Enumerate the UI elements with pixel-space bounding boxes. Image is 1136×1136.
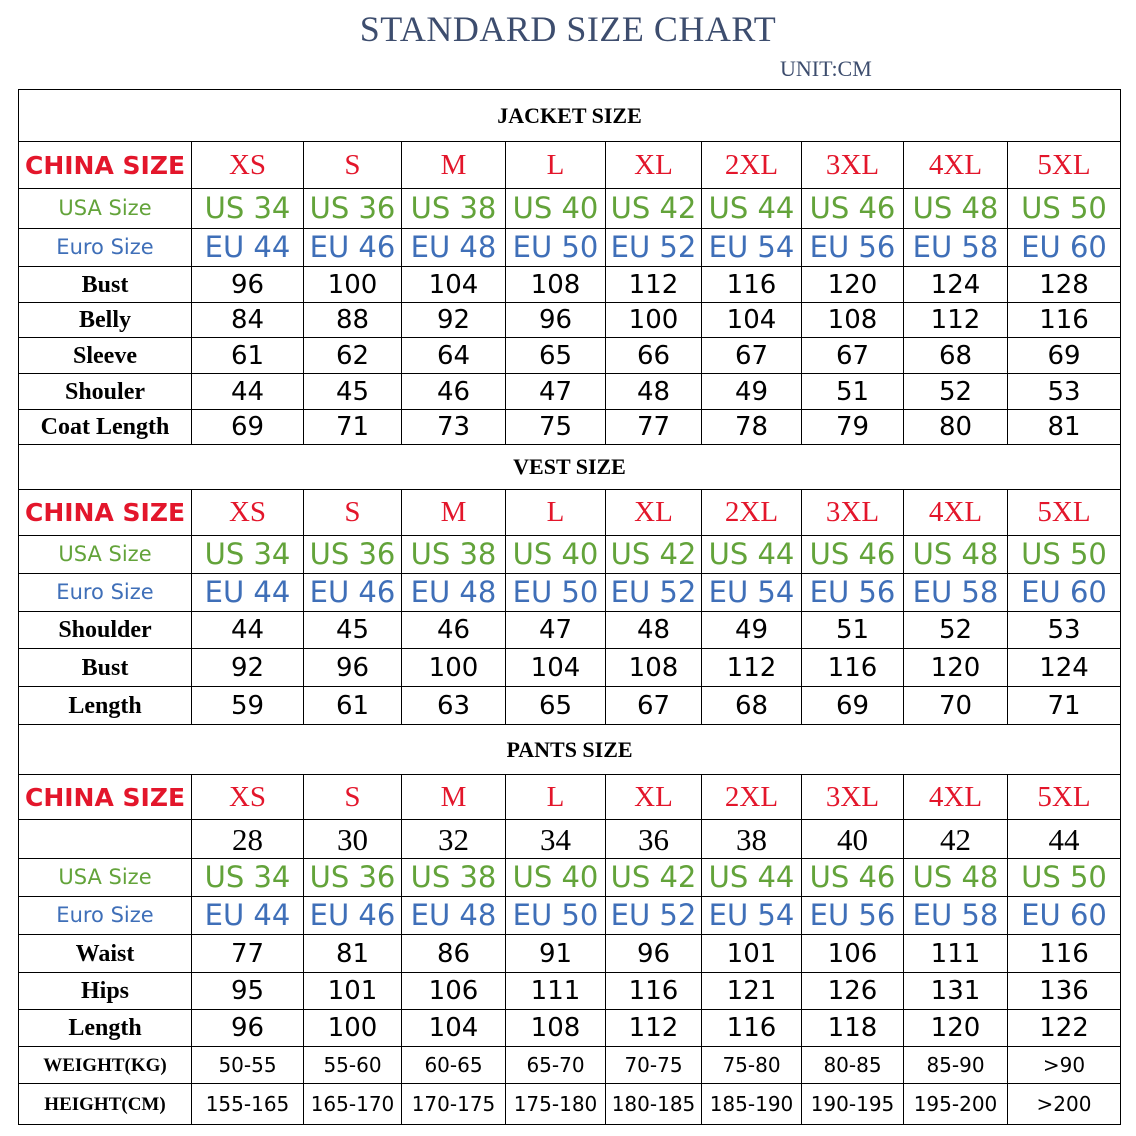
table-cell: 100	[402, 649, 506, 687]
row-label: Length	[19, 1010, 192, 1047]
row-label: Euro Size	[19, 574, 192, 612]
table-cell: 108	[506, 267, 606, 303]
table-cell: 66	[606, 338, 702, 374]
table-cell: EU 52	[606, 229, 702, 267]
section-heading: VEST SIZE	[19, 445, 1121, 490]
table-cell: 46	[402, 612, 506, 649]
row-label: USA Size	[19, 859, 192, 897]
table-cell: >90	[1008, 1047, 1121, 1084]
table-cell: 73	[402, 410, 506, 445]
table-cell: EU 48	[402, 229, 506, 267]
table-cell: 67	[606, 687, 702, 725]
table-cell: M	[402, 142, 506, 189]
table-cell: 45	[304, 612, 402, 649]
table-cell: US 44	[702, 859, 802, 897]
table-cell: 78	[702, 410, 802, 445]
row-label: HEIGHT(CM)	[19, 1084, 192, 1125]
table-cell: 185-190	[702, 1084, 802, 1125]
table-cell: US 42	[606, 536, 702, 574]
table-cell: 69	[802, 687, 904, 725]
table-cell: 100	[606, 303, 702, 338]
table-row	[19, 410, 1121, 445]
table-cell: 65	[506, 687, 606, 725]
table-cell: 111	[506, 973, 606, 1010]
table-cell: 79	[802, 410, 904, 445]
table-cell: 104	[702, 303, 802, 338]
table-cell: 3XL	[802, 775, 904, 820]
jacket-size-heading-row	[19, 90, 1121, 142]
table-cell: 104	[402, 267, 506, 303]
table-cell: 71	[304, 410, 402, 445]
table-cell: 128	[1008, 267, 1121, 303]
table-cell: 165-170	[304, 1084, 402, 1125]
table-cell: US 40	[506, 859, 606, 897]
table-cell: 108	[802, 303, 904, 338]
table-cell: 69	[192, 410, 304, 445]
page-title: STANDARD SIZE CHART	[359, 9, 777, 49]
row-label: CHINA SIZE	[19, 775, 192, 820]
row-label: Bust	[19, 267, 192, 303]
table-cell: 118	[802, 1010, 904, 1047]
table-cell: 34	[506, 820, 606, 859]
table-cell: EU 54	[702, 229, 802, 267]
table-cell: 53	[1008, 612, 1121, 649]
row-label: Length	[19, 687, 192, 725]
vest-size-heading-row	[19, 445, 1121, 490]
table-row	[19, 612, 1121, 649]
table-cell: US 44	[702, 536, 802, 574]
table-cell: 49	[702, 374, 802, 410]
table-cell: 64	[402, 338, 506, 374]
table-row	[19, 536, 1121, 574]
table-cell: 100	[304, 267, 402, 303]
table-cell: 95	[192, 973, 304, 1010]
table-cell: 86	[402, 935, 506, 973]
table-cell: 51	[802, 374, 904, 410]
table-row	[19, 374, 1121, 410]
table-cell: 44	[192, 374, 304, 410]
table-cell: 112	[702, 649, 802, 687]
table-cell: 116	[1008, 935, 1121, 973]
table-cell: US 50	[1008, 189, 1121, 229]
table-cell: 61	[192, 338, 304, 374]
table-cell: EU 56	[802, 229, 904, 267]
table-row	[19, 775, 1121, 820]
table-cell: EU 44	[192, 897, 304, 935]
unit-label: UNIT:CM	[780, 56, 872, 81]
table-cell: 116	[802, 649, 904, 687]
table-cell: 126	[802, 973, 904, 1010]
table-cell: 4XL	[904, 775, 1008, 820]
table-cell: 122	[1008, 1010, 1121, 1047]
table-cell: EU 44	[192, 574, 304, 612]
row-label: CHINA SIZE	[19, 142, 192, 189]
table-cell: EU 46	[304, 229, 402, 267]
table-row	[19, 574, 1121, 612]
table-cell: US 38	[402, 189, 506, 229]
table-cell: 131	[904, 973, 1008, 1010]
table-cell: 121	[702, 973, 802, 1010]
table-cell: 45	[304, 374, 402, 410]
table-cell: 38	[702, 820, 802, 859]
row-label: CHINA SIZE	[19, 490, 192, 536]
table-cell: 4XL	[904, 490, 1008, 536]
table-cell: 120	[904, 649, 1008, 687]
table-cell: US 46	[802, 189, 904, 229]
table-cell: 67	[702, 338, 802, 374]
table-cell: US 46	[802, 859, 904, 897]
table-cell: 180-185	[606, 1084, 702, 1125]
table-cell: 53	[1008, 374, 1121, 410]
table-cell: 67	[802, 338, 904, 374]
table-cell: 48	[606, 612, 702, 649]
table-cell: 120	[904, 1010, 1008, 1047]
table-cell: 116	[606, 973, 702, 1010]
table-cell: US 34	[192, 536, 304, 574]
table-row	[19, 859, 1121, 897]
table-cell: EU 50	[506, 574, 606, 612]
table-cell: EU 58	[904, 897, 1008, 935]
table-cell: EU 60	[1008, 229, 1121, 267]
row-label: Euro Size	[19, 897, 192, 935]
table-cell: 170-175	[402, 1084, 506, 1125]
table-cell: 44	[1008, 820, 1121, 859]
table-cell: 75	[506, 410, 606, 445]
table-cell: 77	[192, 935, 304, 973]
table-cell: EU 48	[402, 574, 506, 612]
table-cell: 65	[506, 338, 606, 374]
table-cell: 3XL	[802, 490, 904, 536]
table-row	[19, 338, 1121, 374]
table-cell: 80-85	[802, 1047, 904, 1084]
table-cell: EU 58	[904, 574, 1008, 612]
table-cell: 55-60	[304, 1047, 402, 1084]
table-cell: 96	[506, 303, 606, 338]
table-cell: L	[506, 142, 606, 189]
table-cell: EU 48	[402, 897, 506, 935]
table-row	[19, 490, 1121, 536]
table-cell: 5XL	[1008, 775, 1121, 820]
table-cell: 112	[606, 267, 702, 303]
table-cell: EU 60	[1008, 897, 1121, 935]
table-cell: 52	[904, 612, 1008, 649]
table-cell: US 40	[506, 536, 606, 574]
table-cell: 68	[904, 338, 1008, 374]
table-cell: 46	[402, 374, 506, 410]
row-label: USA Size	[19, 189, 192, 229]
table-cell: 80	[904, 410, 1008, 445]
table-cell: 104	[402, 1010, 506, 1047]
table-cell: XS	[192, 775, 304, 820]
table-row	[19, 1084, 1121, 1125]
table-cell: 108	[506, 1010, 606, 1047]
table-cell: 5XL	[1008, 142, 1121, 189]
row-label	[19, 820, 192, 859]
table-cell: 91	[506, 935, 606, 973]
table-cell: 63	[402, 687, 506, 725]
table-cell: 195-200	[904, 1084, 1008, 1125]
table-cell: L	[506, 490, 606, 536]
table-cell: 5XL	[1008, 490, 1121, 536]
table-cell: 75-80	[702, 1047, 802, 1084]
table-cell: 88	[304, 303, 402, 338]
row-label: Bust	[19, 649, 192, 687]
table-cell: 50-55	[192, 1047, 304, 1084]
table-row	[19, 229, 1121, 267]
row-label: Shouler	[19, 374, 192, 410]
table-cell: M	[402, 490, 506, 536]
table-cell: 84	[192, 303, 304, 338]
table-cell: 36	[606, 820, 702, 859]
table-cell: 59	[192, 687, 304, 725]
table-cell: US 34	[192, 859, 304, 897]
table-cell: 116	[702, 1010, 802, 1047]
table-cell: 40	[802, 820, 904, 859]
table-cell: XS	[192, 490, 304, 536]
table-cell: 96	[192, 1010, 304, 1047]
table-cell: L	[506, 775, 606, 820]
table-cell: 136	[1008, 973, 1121, 1010]
table-row	[19, 1047, 1121, 1084]
table-cell: 70-75	[606, 1047, 702, 1084]
table-cell: US 42	[606, 189, 702, 229]
table-cell: 69	[1008, 338, 1121, 374]
row-label: Euro Size	[19, 229, 192, 267]
table-cell: US 44	[702, 189, 802, 229]
table-cell: 81	[304, 935, 402, 973]
table-cell: 106	[802, 935, 904, 973]
table-cell: 4XL	[904, 142, 1008, 189]
table-cell: 96	[304, 649, 402, 687]
table-cell: 96	[606, 935, 702, 973]
table-cell: 175-180	[506, 1084, 606, 1125]
table-cell: EU 54	[702, 897, 802, 935]
table-cell: XL	[606, 142, 702, 189]
table-cell: S	[304, 142, 402, 189]
table-cell: 120	[802, 267, 904, 303]
table-cell: XL	[606, 775, 702, 820]
table-cell: 112	[904, 303, 1008, 338]
table-cell: 155-165	[192, 1084, 304, 1125]
table-cell: EU 46	[304, 574, 402, 612]
table-cell: 100	[304, 1010, 402, 1047]
table-cell: 124	[904, 267, 1008, 303]
table-cell: US 38	[402, 859, 506, 897]
table-row	[19, 687, 1121, 725]
table-cell: US 36	[304, 859, 402, 897]
table-cell: 71	[1008, 687, 1121, 725]
table-cell: 68	[702, 687, 802, 725]
table-cell: 52	[904, 374, 1008, 410]
table-cell: 101	[304, 973, 402, 1010]
table-cell: US 48	[904, 189, 1008, 229]
table-cell: US 40	[506, 189, 606, 229]
table-cell: 2XL	[702, 775, 802, 820]
table-cell: 190-195	[802, 1084, 904, 1125]
pants-size-heading-row	[19, 725, 1121, 775]
table-cell: 65-70	[506, 1047, 606, 1084]
row-label: Coat Length	[19, 410, 192, 445]
table-cell: US 42	[606, 859, 702, 897]
table-cell: 51	[802, 612, 904, 649]
table-cell: 70	[904, 687, 1008, 725]
table-cell: 116	[702, 267, 802, 303]
table-cell: 2XL	[702, 490, 802, 536]
row-label: Sleeve	[19, 338, 192, 374]
table-cell: M	[402, 775, 506, 820]
table-cell: US 36	[304, 536, 402, 574]
table-cell: 3XL	[802, 142, 904, 189]
row-label: USA Size	[19, 536, 192, 574]
table-cell: 81	[1008, 410, 1121, 445]
table-cell: US 48	[904, 536, 1008, 574]
table-cell: 61	[304, 687, 402, 725]
table-cell: 85-90	[904, 1047, 1008, 1084]
table-cell: 42	[904, 820, 1008, 859]
table-cell: 2XL	[702, 142, 802, 189]
table-cell: 106	[402, 973, 506, 1010]
table-cell: 116	[1008, 303, 1121, 338]
table-row	[19, 267, 1121, 303]
table-cell: 47	[506, 374, 606, 410]
table-cell: 112	[606, 1010, 702, 1047]
table-cell: 32	[402, 820, 506, 859]
table-cell: >200	[1008, 1084, 1121, 1125]
row-label: Waist	[19, 935, 192, 973]
table-row	[19, 142, 1121, 189]
table-cell: EU 44	[192, 229, 304, 267]
table-row	[19, 973, 1121, 1010]
table-cell: 77	[606, 410, 702, 445]
table-cell: XL	[606, 490, 702, 536]
table-cell: EU 58	[904, 229, 1008, 267]
table-cell: US 38	[402, 536, 506, 574]
table-cell: US 50	[1008, 859, 1121, 897]
table-cell: 60-65	[402, 1047, 506, 1084]
table-cell: 28	[192, 820, 304, 859]
table-cell: 92	[192, 649, 304, 687]
section-heading: JACKET SIZE	[19, 90, 1121, 142]
table-cell: 30	[304, 820, 402, 859]
table-cell: US 48	[904, 859, 1008, 897]
table-cell: 48	[606, 374, 702, 410]
row-label: Belly	[19, 303, 192, 338]
table-cell: 104	[506, 649, 606, 687]
table-cell: 101	[702, 935, 802, 973]
table-cell: EU 56	[802, 897, 904, 935]
table-row	[19, 820, 1121, 859]
table-cell: 92	[402, 303, 506, 338]
table-cell: US 36	[304, 189, 402, 229]
table-cell: US 50	[1008, 536, 1121, 574]
table-cell: US 34	[192, 189, 304, 229]
section-heading: PANTS SIZE	[19, 725, 1121, 775]
table-row	[19, 189, 1121, 229]
table-cell: EU 52	[606, 897, 702, 935]
table-cell: 47	[506, 612, 606, 649]
table-cell: XS	[192, 142, 304, 189]
row-label: WEIGHT(KG)	[19, 1047, 192, 1084]
table-cell: S	[304, 775, 402, 820]
table-row	[19, 935, 1121, 973]
table-row	[19, 1010, 1121, 1047]
table-cell: 44	[192, 612, 304, 649]
table-cell: EU 54	[702, 574, 802, 612]
table-cell: 111	[904, 935, 1008, 973]
table-cell: EU 50	[506, 897, 606, 935]
table-cell: 124	[1008, 649, 1121, 687]
row-label: Hips	[19, 973, 192, 1010]
table-cell: 96	[192, 267, 304, 303]
table-cell: 62	[304, 338, 402, 374]
size-chart-table	[18, 89, 1121, 1125]
row-label: Shoulder	[19, 612, 192, 649]
table-cell: EU 50	[506, 229, 606, 267]
table-row	[19, 649, 1121, 687]
table-row	[19, 897, 1121, 935]
table-cell: S	[304, 490, 402, 536]
table-cell: EU 46	[304, 897, 402, 935]
table-row	[19, 303, 1121, 338]
table-cell: US 46	[802, 536, 904, 574]
table-cell: EU 52	[606, 574, 702, 612]
table-cell: EU 56	[802, 574, 904, 612]
table-cell: 108	[606, 649, 702, 687]
table-cell: 49	[702, 612, 802, 649]
table-cell: EU 60	[1008, 574, 1121, 612]
